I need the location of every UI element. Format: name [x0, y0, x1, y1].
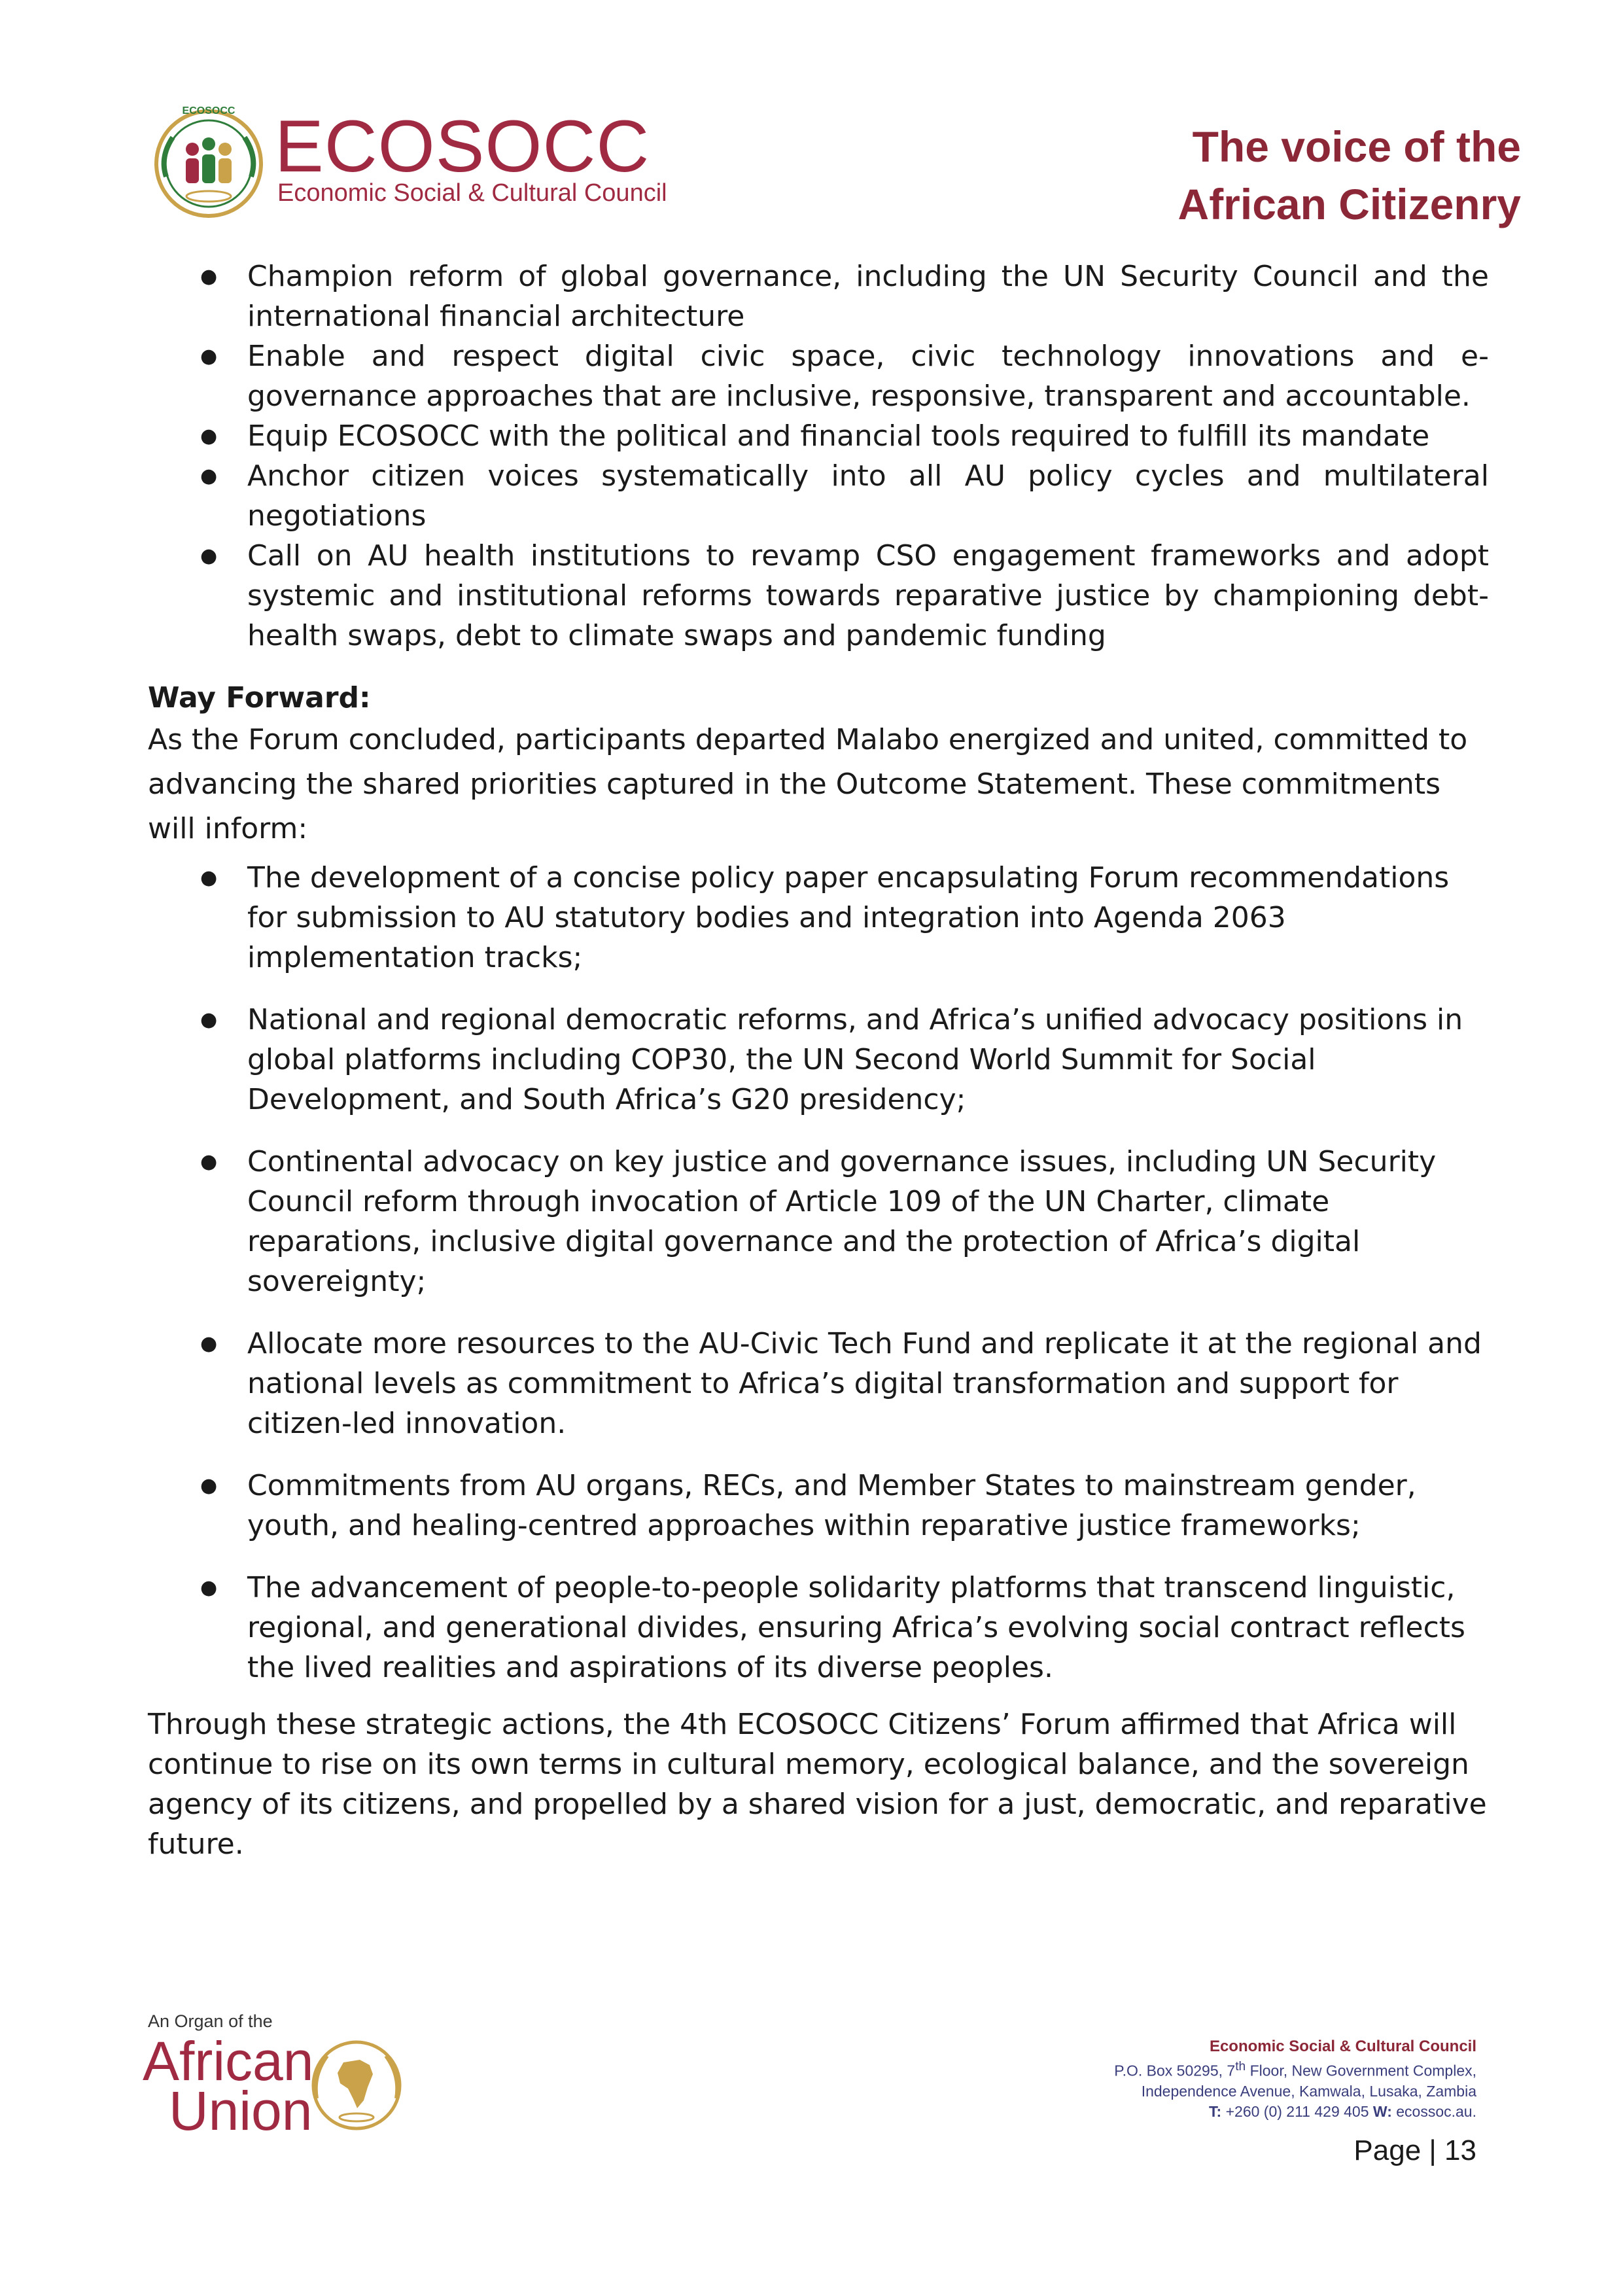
bullet-icon: ● — [200, 866, 218, 889]
svg-text:ECOSOCC: ECOSOCC — [182, 105, 236, 116]
recommendations-list — [148, 256, 1489, 656]
list-item: ● Anchor citizen voices systematically into all AU policy cycles and multilateral negotiations — [148, 456, 1489, 536]
intro-paragraph: As the Forum concluded, participants departed Malabo energized and united, committed to advancing the shared priorities captured in the Outcome Statement. These commitments will inform: — [148, 723, 1468, 845]
africa-map-icon — [307, 2036, 406, 2134]
contact-organization: Economic Social & Cultural Council — [1209, 2038, 1476, 2055]
list-item: ● National and regional democratic reforms, and Africa’s unified advocacy positions in global platforms including COP30, the UN Second World Summit for Social Development, and South Africa’s G20 presidency; — [148, 1000, 1489, 1120]
list-item: ● Allocate more resources to the AU-Civic Tech Fund and replicate it at the regional and national levels as commitment to Africa’s digital transformation and support for citizen-led innovation. — [148, 1324, 1489, 1443]
list-item: ● Equip ECOSOCC with the political and financial tools required to fulfill its mandate — [148, 416, 1489, 456]
page-number: Page | 13 — [1353, 2134, 1476, 2166]
tagline-line-2: African Citizenry — [1178, 180, 1521, 228]
list-item: ● The development of a concise policy paper encapsulating Forum recommendations for submission to AU statutory bodies and integration into Agenda 2063 implementation tracks; — [148, 858, 1489, 978]
list-item: ● Enable and respect digital civic space, civic technology innovations and e-governance approaches that are inclusive, responsive, transparent and accountable. — [148, 336, 1489, 416]
section-heading: Way Forward: — [148, 681, 371, 715]
bullet-icon: ● — [200, 465, 218, 487]
list-item: ● Champion reform of global governance, including the UN Security Council and the international financial architecture — [148, 256, 1489, 336]
bullet-icon: ● — [200, 265, 218, 288]
bullet-icon: ● — [200, 544, 218, 567]
ecosocc-emblem-icon — [147, 98, 271, 222]
bullet-icon: ● — [200, 1332, 218, 1355]
bullet-icon: ● — [200, 345, 218, 368]
bullet-icon: ● — [200, 1474, 218, 1497]
list-item: ● The advancement of people-to-people solidarity platforms that transcend linguistic, regional, and generational divides, ensuring Africa’s evolving social contract reflects the lived realities and aspirations of its diverse peoples. — [148, 1568, 1489, 1687]
brand-subtitle: Economic Social & Cultural Council — [277, 179, 667, 207]
contact-block — [1114, 2036, 1476, 2122]
african-union-emblem — [307, 2036, 406, 2134]
bullet-icon: ● — [200, 1008, 218, 1031]
african-union-wordmark: African Union — [143, 2030, 314, 2142]
ecosocc-logo — [147, 98, 271, 222]
contact-address-line-2: Independence Avenue, Kamwala, Lusaka, Zambia — [1141, 2082, 1476, 2100]
bullet-icon: ● — [200, 1576, 218, 1599]
organ-of-label: An Organ of the — [148, 2011, 273, 2031]
body-content — [148, 256, 1489, 1864]
bullet-icon: ● — [200, 1150, 218, 1173]
tagline — [1178, 118, 1521, 233]
contact-phone-web: T: +260 (0) 211 429 405 W: ecossoc.au. — [1209, 2102, 1476, 2120]
list-item: ● Continental advocacy on key justice and governance issues, including UN Security Council reform through invocation of Article 109 of the UN Charter, climate reparations, inclusive digital governance and the protection of Africa’s digital sovereignty; — [148, 1142, 1489, 1301]
commitments-list — [148, 858, 1489, 1687]
contact-address-line-1: P.O. Box 50295, 7th Floor, New Government Complex, — [1114, 2060, 1476, 2079]
brand-name: ECOSOCC — [275, 105, 650, 187]
tagline-line-1: The voice of the — [1192, 122, 1521, 171]
list-item: ● Call on AU health institutions to revamp CSO engagement frameworks and adopt systemic and institutional reforms towards reparative justice by championing debt-health swaps, debt to climate swaps and pandemic funding — [148, 536, 1489, 656]
list-item: ● Commitments from AU organs, RECs, and Member States to mainstream gender, youth, and healing-centred approaches within reparative justice frameworks; — [148, 1466, 1489, 1545]
closing-paragraph: Through these strategic actions, the 4th ECOSOCC Citizens’ Forum affirmed that Africa will continue to rise on its own terms in cultural memory, ecological balance, and the sovereign agency of its citizens, and propelled by a shared vision for a just, democratic, and reparative future. — [148, 1708, 1487, 1861]
bullet-icon: ● — [200, 425, 218, 448]
